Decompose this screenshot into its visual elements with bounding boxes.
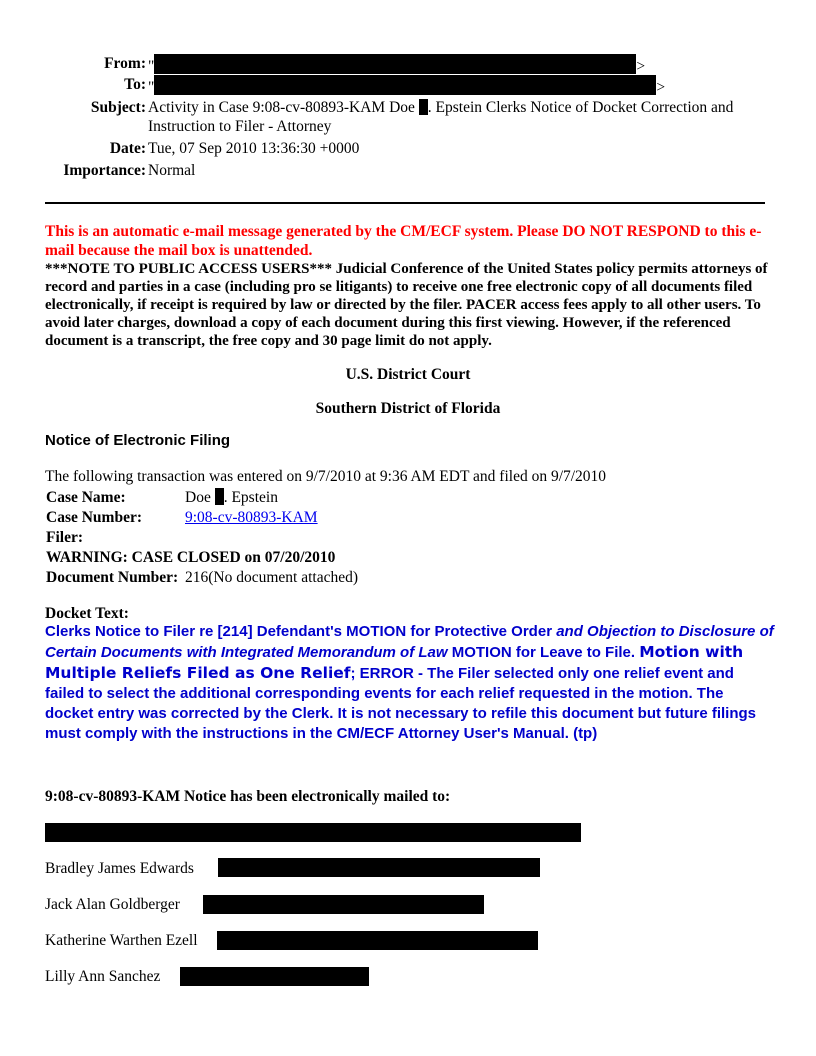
case-name-label: Case Name: [46, 489, 126, 506]
redaction-bar [217, 931, 538, 950]
date-value: Tue, 07 Sep 2010 13:36:30 +0000 [148, 140, 360, 157]
case-closed-warning: WARNING: CASE CLOSED on 07/20/2010 [46, 549, 336, 566]
from-value: " > [148, 54, 645, 76]
transaction-line: The following transaction was entered on 9/7/2010 at 9:36 AM EDT and filed on 9/7/2010 [45, 468, 607, 485]
subject-line2: Instruction to Filer - Attorney [148, 118, 332, 135]
recipient-row [45, 932, 198, 950]
importance-value: Normal [148, 162, 196, 179]
court-name: U.S. District Court [345, 366, 471, 383]
auto-message-warning: This is an automatic e-mail message generated by the CM/ECF system. Please DO NOT RESPOND to this e-mail because the mail box is unattended. [45, 223, 762, 259]
to-label: To: [124, 76, 146, 93]
case-number-label: Case Number: [46, 509, 142, 526]
recipient-name: Bradley James Edwards [45, 860, 194, 877]
public-access-notice: ***NOTE TO PUBLIC ACCESS USERS*** Judicial Conference of the United States policy permits attorneys of record and parties in a case (including pro se litigants) to receive one free electronic copy of all documents filed electronically, if receipt is required by law or directed by the filer. PACER access fees apply to all other users. To avoid later charges, download a copy of each document during this first viewing. However, if the referenced document is a transcript, the free copy and 30 page limit do not apply. [45, 261, 768, 349]
date-label: Date: [109, 140, 146, 157]
subject-value: Activity in Case 9:08-cv-80893-KAM Doe . Epstein Clerks Notice of Docket Correction and [148, 99, 734, 116]
document-number-value: 216(No document attached) [185, 569, 359, 586]
redaction-bar [419, 99, 428, 115]
header-divider [45, 202, 765, 204]
case-name-value: Doe . Epstein [185, 489, 278, 506]
docket-text-label: Docket Text: [45, 605, 129, 622]
recipient-name: Katherine Warthen Ezell [45, 932, 198, 949]
redaction-bar [180, 967, 369, 986]
redaction-bar [154, 75, 656, 95]
nef-title: Notice of Electronic Filing [45, 432, 231, 449]
case-number-link[interactable]: 9:08-cv-80893-KAM [185, 509, 318, 526]
filer-label: Filer: [46, 529, 84, 546]
document-number-label: Document Number: [46, 569, 179, 586]
recipient-name: Lilly Ann Sanchez [45, 968, 161, 985]
redaction-bar [45, 823, 581, 842]
importance-label: Importance: [63, 162, 146, 179]
recipient-name: Jack Alan Goldberger [45, 896, 180, 913]
to-value: " > [148, 75, 665, 97]
from-label: From: [104, 55, 146, 72]
redaction-bar [203, 895, 484, 914]
recipient-row [45, 896, 180, 914]
redaction-bar [215, 488, 224, 505]
docket-text: Clerks Notice to Filer re [214] Defendant's MOTION for Protective Order and Objection to Disclosure of Certain Documents with Integrated Memorandum of Law MOTION for Leave to File. Motion with Multiple Reliefs Filed as One Relief; ERROR - The Filer selected only one relief event and failed to select the additional corresponding events for each relief requested in the motion. The docket entry was corrected by the Clerk. It is not necessary to refile this document but future filings must comply with the instructions in the CM/ECF Attorney User's Manual. (tp) [45, 623, 774, 742]
district-name: Southern District of Florida [315, 400, 501, 417]
subject-label: Subject: [90, 99, 146, 116]
recipient-row [45, 968, 160, 986]
recipient-row [45, 860, 194, 878]
redaction-bar [218, 858, 540, 877]
redaction-bar [154, 54, 636, 74]
mailed-heading: 9:08-cv-80893-KAM Notice has been electronically mailed to: [45, 788, 451, 805]
